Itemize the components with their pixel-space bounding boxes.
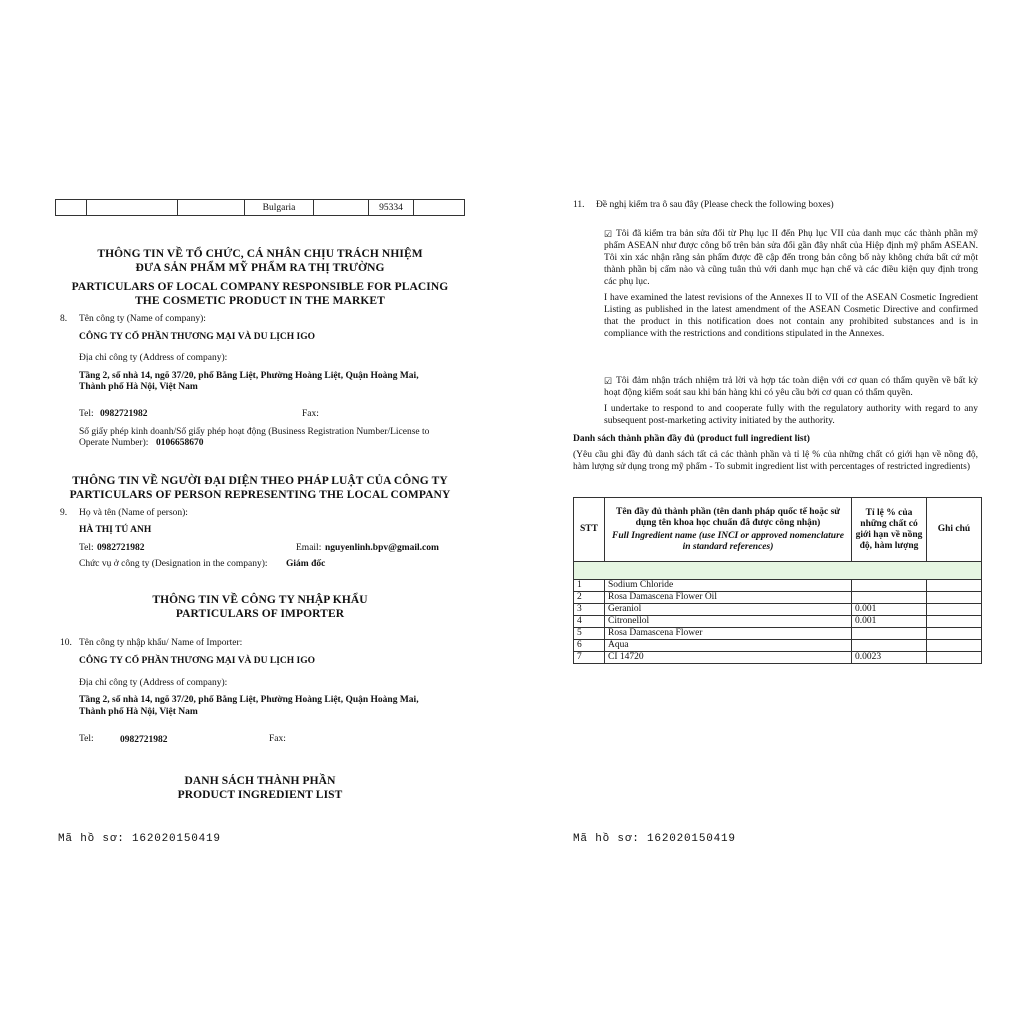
item10-num: 10. xyxy=(60,638,72,648)
footer-code: Mã hồ sơ: 162020150419 xyxy=(573,833,736,845)
item9-name: HÀ THỊ TÚ ANH xyxy=(79,525,152,535)
cell-pct xyxy=(852,592,927,604)
declaration-1-vn-text: Tôi đã kiểm tra bản sửa đổi từ Phụ lục II đến Phụ lục VII của danh mục các thành phần mỹ phẩm ASEAN như được công bố trên bản sửa đổi gần đây nhất của Hiệp định mỹ phẩm ASEAN. Tôi xin xác nhận rằng sản phẩm được đề cập đến trong bản công bố này không chứa bất cứ một thành phần bị cấm nào và cũng tuân thủ với danh mục hạn chế và các điều kiện quy định trong các phụ lục. xyxy=(604,229,978,287)
header-note: Ghi chú xyxy=(927,498,982,562)
item9-num: 9. xyxy=(60,508,68,518)
rep-title-2: PARTICULARS OF PERSON REPRESENTING THE LOCAL COMPANY xyxy=(69,489,451,501)
cell-pct xyxy=(852,628,927,640)
cell-pct: 0.0023 xyxy=(852,652,927,664)
table-row xyxy=(574,580,982,592)
top-cell xyxy=(414,200,465,216)
cell-stt: 6 xyxy=(574,640,605,652)
cell-name: Aqua xyxy=(605,640,852,652)
item8-reg-2: Operate Number): xyxy=(79,438,149,448)
org-title-vn-2: ĐƯA SẢN PHẨM MỸ PHẨM RA THỊ TRƯỜNG xyxy=(135,262,385,274)
item9-tel: 0982721982 xyxy=(97,543,145,553)
cell-name: Sodium Chloride xyxy=(605,580,852,592)
cell-note xyxy=(927,580,982,592)
cell-note xyxy=(927,616,982,628)
checkbox-checked-icon: ☑ xyxy=(604,229,613,239)
cell-name: Rosa Damascena Flower Oil xyxy=(605,592,852,604)
cell-note xyxy=(927,628,982,640)
right-page xyxy=(512,0,1024,1024)
cell-stt: 7 xyxy=(574,652,605,664)
item10-tel-label: Tel: xyxy=(79,734,94,744)
item9-label: Họ và tên (Name of person): xyxy=(79,508,188,518)
header-name xyxy=(605,498,852,562)
item8-addr-1: Tầng 2, số nhà 14, ngõ 37/20, phố Bằng Liệt, Phường Hoàng Liệt, Quận Hoàng Mai, xyxy=(79,371,419,381)
rep-title-1: THÔNG TIN VỀ NGƯỜI ĐẠI DIỆN THEO PHÁP LUẬT CỦA CÔNG TY xyxy=(72,475,448,487)
checkbox-checked-icon: ☑ xyxy=(604,376,613,386)
table-row xyxy=(574,592,982,604)
item10-tel: 0982721982 xyxy=(120,735,168,745)
top-cell: Bulgaria xyxy=(245,200,314,216)
cell-pct: 0.001 xyxy=(852,616,927,628)
ingredient-table xyxy=(573,497,982,664)
item8-addr-label: Địa chỉ công ty (Address of company): xyxy=(79,353,228,363)
item8-reg-1: Số giấy phép kinh doanh/Số giấy phép hoạt động (Business Registration Number/License to xyxy=(79,427,430,437)
cell-name: Rosa Damascena Flower xyxy=(605,628,852,640)
item8-tel-label: Tel: xyxy=(79,409,94,419)
list-title-1: DANH SÁCH THÀNH PHẦN xyxy=(184,775,336,787)
item9-email: nguyenlinh.bpv@gmail.com xyxy=(325,543,439,553)
header-name-vn: Tên đầy đủ thành phần (tên danh pháp quốc tế hoặc sử dụng tên khoa học chuẩn đã được công nhận) xyxy=(615,506,840,528)
table-row xyxy=(574,616,982,628)
top-cell xyxy=(178,200,245,216)
item10-addr-label: Địa chỉ công ty (Address of company): xyxy=(79,678,228,688)
cell-note xyxy=(927,640,982,652)
declaration-1-en: I have examined the latest revisions of the Annexes II to VII of the ASEAN Cosmetic Ingredient Listing as published in the latest amendment of the ASEAN Cosmetic Directive and confirmed that the product in this notification does not contain any prohibited substances and is in compliance with the restrictions and conditions stipulated in the Annexes. xyxy=(604,293,978,339)
table-row xyxy=(574,628,982,640)
item10-company: CÔNG TY CỔ PHẦN THƯƠNG MẠI VÀ DU LỊCH IGO xyxy=(79,656,316,666)
cell-note xyxy=(927,652,982,664)
table-row xyxy=(574,640,982,652)
item10-label: Tên công ty nhập khẩu/ Name of Importer: xyxy=(79,638,243,648)
item8-num: 8. xyxy=(60,314,68,324)
table-band-row xyxy=(574,562,982,580)
ingredient-list-note: (Yêu cầu ghi đầy đủ danh sách tất cả các thành phần và tỉ lệ % của những chất có giới hạn về nồng độ, hàm lượng sử dụng trong mỹ phẩm - To submit ingredient list with percentages of restricted ingredients) xyxy=(573,450,978,472)
cell-note xyxy=(927,592,982,604)
top-cell: 95334 xyxy=(369,200,414,216)
org-title-en-2: THE COSMETIC PRODUCT IN THE MARKET xyxy=(135,295,385,307)
cell-name: Geraniol xyxy=(605,604,852,616)
top-table xyxy=(55,199,465,216)
item10-addr-1: Tầng 2, số nhà 14, ngõ 37/20, phố Bằng Liệt, Phường Hoàng Liệt, Quận Hoàng Mai, xyxy=(79,695,419,705)
item8-label: Tên công ty (Name of company): xyxy=(79,314,206,324)
declaration-2-en: I undertake to respond to and cooperate fully with the regulatory authority with regard to any subsequent post-marketing activity initiated by the authority. xyxy=(604,404,978,426)
item11-label: Đề nghị kiểm tra ô sau đây (Please check the following boxes) xyxy=(596,200,834,210)
cell-pct xyxy=(852,580,927,592)
header-name-en: Full Ingredient name (use INCI or approved nomenclature in standard references) xyxy=(612,530,844,552)
cell-note xyxy=(927,604,982,616)
item9-email-label: Email: xyxy=(296,543,322,553)
top-cell xyxy=(56,200,87,216)
cell-stt: 3 xyxy=(574,604,605,616)
org-title-vn-1: THÔNG TIN VỀ TỔ CHỨC, CÁ NHÂN CHỊU TRÁCH NHIỆM xyxy=(97,248,423,260)
cell-name: CI 14720 xyxy=(605,652,852,664)
declaration-2-vn-text: Tôi đảm nhận trách nhiệm trả lời và hợp tác toàn diện với cơ quan có thẩm quyền về bất kỳ hoạt động kiểm soát sau khi bán hàng khi có yêu cầu bởi cơ quan có thẩm quyền. xyxy=(604,376,978,398)
list-title-2: PRODUCT INGREDIENT LIST xyxy=(177,789,343,801)
imp-title-2: PARTICULARS OF IMPORTER xyxy=(175,608,345,620)
declaration-2-vn xyxy=(604,375,978,399)
org-title-en-1: PARTICULARS OF LOCAL COMPANY RESPONSIBLE FOR PLACING xyxy=(71,281,449,293)
item10-addr-2: Thành phố Hà Nội, Việt Nam xyxy=(79,707,198,717)
cell-name: Citronellol xyxy=(605,616,852,628)
cell-stt: 2 xyxy=(574,592,605,604)
footer-code: Mã hồ sơ: 162020150419 xyxy=(58,833,221,845)
item9-pos-label: Chức vụ ở công ty (Designation in the company): xyxy=(79,559,268,569)
item8-company: CÔNG TY CỔ PHẦN THƯƠNG MẠI VÀ DU LỊCH IGO xyxy=(79,332,316,342)
item9-tel-label: Tel: xyxy=(79,543,94,553)
cell-pct: 0.001 xyxy=(852,604,927,616)
item8-reg-num: 0106658670 xyxy=(156,438,204,448)
cell-stt: 1 xyxy=(574,580,605,592)
item10-fax-label: Fax: xyxy=(269,734,286,744)
cell-stt: 4 xyxy=(574,616,605,628)
item9-pos: Giám đốc xyxy=(286,559,326,569)
item8-fax-label: Fax: xyxy=(302,409,319,419)
cell-stt: 5 xyxy=(574,628,605,640)
header-stt: STT xyxy=(574,498,605,562)
table-row xyxy=(574,652,982,664)
cell-pct xyxy=(852,640,927,652)
table-row xyxy=(574,604,982,616)
header-pct: Tỉ lệ % của những chất có giới hạn về nồng độ, hàm lượng xyxy=(852,498,927,562)
ingredient-table-header xyxy=(574,498,982,562)
top-cell xyxy=(87,200,178,216)
top-cell xyxy=(314,200,369,216)
ingredient-list-title: Danh sách thành phần đầy đủ (product full ingredient list) xyxy=(573,434,810,444)
declaration-1-vn xyxy=(604,228,978,288)
item8-tel: 0982721982 xyxy=(100,409,148,419)
item8-addr-2: Thành phố Hà Nội, Việt Nam xyxy=(79,382,198,392)
table-band-cell xyxy=(574,562,982,580)
imp-title-1: THÔNG TIN VỀ CÔNG TY NHẬP KHẨU xyxy=(152,594,368,606)
item11-num: 11. xyxy=(573,200,585,210)
